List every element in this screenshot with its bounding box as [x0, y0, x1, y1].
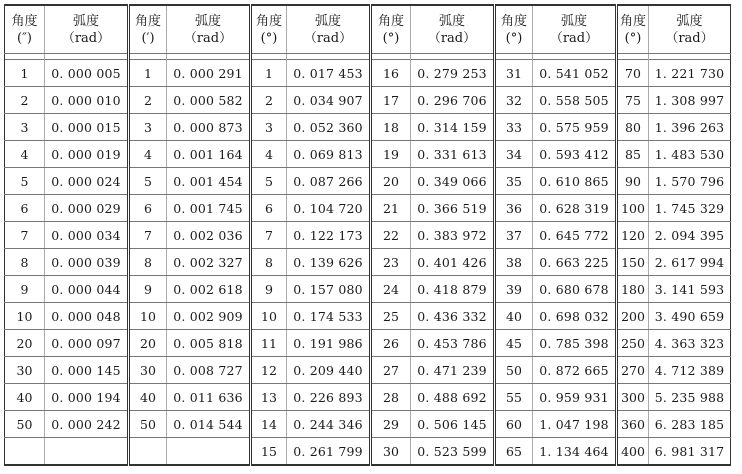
radian-cell: 0. 000 145 — [45, 357, 129, 384]
radian-cell: 6. 981 317 — [649, 438, 731, 466]
angle-cell: 250 — [617, 330, 649, 357]
radian-cell: 0. 000 010 — [45, 87, 129, 114]
angle-cell: 50 — [5, 411, 45, 438]
header-label: 角度 — [134, 13, 161, 29]
angle-cell — [129, 438, 167, 466]
radian-cell: 0. 001 745 — [167, 195, 251, 222]
angle-cell: 16 — [371, 60, 411, 87]
header-row — [5, 5, 731, 54]
angle-cell: 3 — [129, 114, 167, 141]
table-row — [5, 222, 731, 249]
angle-cell: 7 — [129, 222, 167, 249]
angle-cell: 18 — [371, 114, 411, 141]
radian-cell: 0. 575 959 — [533, 114, 617, 141]
angle-cell: 38 — [495, 249, 533, 276]
radian-cell: 0. 000 097 — [45, 330, 129, 357]
angle-cell: 10 — [129, 303, 167, 330]
radian-cell: 0. 005 818 — [167, 330, 251, 357]
angle-cell: 22 — [371, 222, 411, 249]
radian-cell: 4. 712 389 — [649, 357, 731, 384]
radian-cell: 0. 366 519 — [411, 195, 495, 222]
header-label: 角度 — [255, 13, 282, 29]
angle-cell: 12 — [251, 357, 287, 384]
angle-cell: 6 — [5, 195, 45, 222]
angle-cell: 2 — [251, 87, 287, 114]
radian-cell: 0. 645 772 — [533, 222, 617, 249]
radian-cell: 0. 104 720 — [287, 195, 371, 222]
angle-cell: 120 — [617, 222, 649, 249]
radian-column-header — [411, 5, 495, 54]
radian-cell: 0. 000 005 — [45, 60, 129, 87]
angle-cell: 21 — [371, 195, 411, 222]
radian-cell: 0. 000 024 — [45, 168, 129, 195]
radian-cell: 1. 570 796 — [649, 168, 731, 195]
table-row — [5, 141, 731, 168]
angle-cell: 5 — [129, 168, 167, 195]
radian-cell: 0. 418 879 — [411, 276, 495, 303]
angle-cell: 5 — [5, 168, 45, 195]
radian-cell: 0. 872 665 — [533, 357, 617, 384]
angle-column-header — [495, 5, 533, 54]
radian-cell: 3. 141 593 — [649, 276, 731, 303]
radian-cell: 0. 959 931 — [533, 384, 617, 411]
angle-column-header — [371, 5, 411, 54]
angle-cell: 6 — [129, 195, 167, 222]
radian-cell: 0. 279 253 — [411, 60, 495, 87]
header-unit: （rad） — [183, 30, 233, 46]
radian-column-header — [533, 5, 617, 54]
radian-cell: 0. 523 599 — [411, 438, 495, 466]
header-unit: （rad） — [549, 30, 599, 46]
angle-cell: 20 — [129, 330, 167, 357]
radian-cell: 0. 174 533 — [287, 303, 371, 330]
radian-cell: 0. 002 327 — [167, 249, 251, 276]
angle-cell: 6 — [251, 195, 287, 222]
angle-cell: 45 — [495, 330, 533, 357]
table-row — [5, 276, 731, 303]
radian-cell: 6. 283 185 — [649, 411, 731, 438]
angle-cell: 8 — [5, 249, 45, 276]
radian-column-header — [287, 5, 371, 54]
radian-cell: 0. 000 039 — [45, 249, 129, 276]
table-row — [5, 195, 731, 222]
table-row — [5, 384, 731, 411]
angle-cell: 3 — [5, 114, 45, 141]
angle-cell: 75 — [617, 87, 649, 114]
radian-cell: 0. 157 080 — [287, 276, 371, 303]
angle-cell: 31 — [495, 60, 533, 87]
radian-cell: 0. 011 636 — [167, 384, 251, 411]
angle-cell: 1 — [5, 60, 45, 87]
angle-cell: 35 — [495, 168, 533, 195]
radian-cell: 1. 396 263 — [649, 114, 731, 141]
angle-cell: 10 — [251, 303, 287, 330]
radian-cell: 1. 134 464 — [533, 438, 617, 466]
angle-cell: 40 — [5, 384, 45, 411]
radian-cell: 0. 139 626 — [287, 249, 371, 276]
radian-cell: 0. 506 145 — [411, 411, 495, 438]
angle-cell: 14 — [251, 411, 287, 438]
header-label: 角度 — [11, 13, 38, 29]
angle-cell: 50 — [495, 357, 533, 384]
header-unit: (°) — [382, 30, 400, 46]
angle-cell: 300 — [617, 384, 649, 411]
angle-cell: 4 — [129, 141, 167, 168]
radian-cell: 0. 002 618 — [167, 276, 251, 303]
radian-cell: 1. 308 997 — [649, 87, 731, 114]
angle-cell: 90 — [617, 168, 649, 195]
angle-cell: 50 — [129, 411, 167, 438]
angle-cell: 39 — [495, 276, 533, 303]
angle-cell: 9 — [251, 276, 287, 303]
angle-cell: 30 — [371, 438, 411, 466]
radian-cell: 0. 087 266 — [287, 168, 371, 195]
radian-cell: 0. 017 453 — [287, 60, 371, 87]
angle-cell: 200 — [617, 303, 649, 330]
angle-cell: 150 — [617, 249, 649, 276]
angle-cell: 15 — [251, 438, 287, 466]
radian-cell: 0. 008 727 — [167, 357, 251, 384]
angle-cell: 34 — [495, 141, 533, 168]
angle-cell: 32 — [495, 87, 533, 114]
radian-cell: 0. 002 909 — [167, 303, 251, 330]
table-row — [5, 330, 731, 357]
angle-cell: 7 — [5, 222, 45, 249]
header-unit: (°) — [505, 30, 523, 46]
header-unit: （rad） — [427, 30, 477, 46]
radian-cell: 1. 221 730 — [649, 60, 731, 87]
angle-cell: 9 — [5, 276, 45, 303]
angle-cell: 24 — [371, 276, 411, 303]
table-row — [5, 114, 731, 141]
header-unit: （rad） — [665, 30, 714, 46]
angle-cell: 100 — [617, 195, 649, 222]
header-label: 角度 — [619, 13, 646, 29]
angle-cell: 70 — [617, 60, 649, 87]
radian-cell: 0. 122 173 — [287, 222, 371, 249]
radian-cell: 0. 000 242 — [45, 411, 129, 438]
angle-cell: 26 — [371, 330, 411, 357]
radian-cell: 0. 401 426 — [411, 249, 495, 276]
angle-cell: 37 — [495, 222, 533, 249]
angle-cell: 60 — [495, 411, 533, 438]
radian-cell: 0. 000 582 — [167, 87, 251, 114]
radian-cell: 0. 296 706 — [411, 87, 495, 114]
radian-cell — [45, 438, 129, 466]
angle-cell: 11 — [251, 330, 287, 357]
angle-column-header — [5, 5, 45, 54]
radian-cell: 0. 593 412 — [533, 141, 617, 168]
radian-cell: 0. 000 048 — [45, 303, 129, 330]
angle-cell: 40 — [495, 303, 533, 330]
radian-cell — [167, 438, 251, 466]
radian-cell: 0. 785 398 — [533, 330, 617, 357]
radian-cell: 0. 680 678 — [533, 276, 617, 303]
radian-cell: 0. 001 164 — [167, 141, 251, 168]
radian-cell: 5. 235 988 — [649, 384, 731, 411]
table-row — [5, 60, 731, 87]
angle-cell: 7 — [251, 222, 287, 249]
radian-cell: 0. 314 159 — [411, 114, 495, 141]
radian-cell: 0. 000 194 — [45, 384, 129, 411]
radian-cell: 0. 558 505 — [533, 87, 617, 114]
radian-cell: 0. 000 034 — [45, 222, 129, 249]
radian-cell: 0. 052 360 — [287, 114, 371, 141]
table-row — [5, 357, 731, 384]
angle-cell: 20 — [371, 168, 411, 195]
header-unit: （rad） — [303, 30, 353, 46]
radian-cell: 0. 453 786 — [411, 330, 495, 357]
radian-cell: 0. 034 907 — [287, 87, 371, 114]
angle-cell: 65 — [495, 438, 533, 466]
radian-cell: 2. 617 994 — [649, 249, 731, 276]
radian-cell: 0. 069 813 — [287, 141, 371, 168]
radian-cell: 0. 383 972 — [411, 222, 495, 249]
radian-cell: 2. 094 395 — [649, 222, 731, 249]
angle-cell: 27 — [371, 357, 411, 384]
angle-cell: 85 — [617, 141, 649, 168]
header-label: 弧度 — [676, 13, 703, 29]
angle-cell: 2 — [5, 87, 45, 114]
angle-cell: 17 — [371, 87, 411, 114]
angle-cell: 1 — [251, 60, 287, 87]
angle-cell: 30 — [5, 357, 45, 384]
angle-cell: 5 — [251, 168, 287, 195]
angle-cell: 180 — [617, 276, 649, 303]
header-unit: (″) — [17, 30, 32, 46]
angle-cell: 1 — [129, 60, 167, 87]
radian-cell: 0. 541 052 — [533, 60, 617, 87]
angle-column-header — [251, 5, 287, 54]
table-row — [5, 411, 731, 438]
angle-cell: 270 — [617, 357, 649, 384]
angle-cell: 10 — [5, 303, 45, 330]
angle-cell: 9 — [129, 276, 167, 303]
radian-cell: 0. 488 692 — [411, 384, 495, 411]
radian-cell: 0. 001 454 — [167, 168, 251, 195]
header-label: 弧度 — [72, 13, 99, 29]
angle-cell: 25 — [371, 303, 411, 330]
radian-cell: 1. 483 530 — [649, 141, 731, 168]
radian-cell: 0. 002 036 — [167, 222, 251, 249]
radian-cell: 0. 610 865 — [533, 168, 617, 195]
angle-column-header — [129, 5, 167, 54]
radian-cell: 0. 349 066 — [411, 168, 495, 195]
table-row — [5, 87, 731, 114]
radian-cell: 0. 000 019 — [45, 141, 129, 168]
angle-cell: 8 — [129, 249, 167, 276]
angle-cell: 28 — [371, 384, 411, 411]
radian-cell: 0. 000 029 — [45, 195, 129, 222]
radian-cell: 0. 436 332 — [411, 303, 495, 330]
radian-cell: 0. 226 893 — [287, 384, 371, 411]
angle-cell: 29 — [371, 411, 411, 438]
angle-cell: 2 — [129, 87, 167, 114]
header-label: 角度 — [500, 13, 527, 29]
angle-cell: 8 — [251, 249, 287, 276]
radian-cell: 0. 000 015 — [45, 114, 129, 141]
radian-cell: 0. 628 319 — [533, 195, 617, 222]
angle-cell: 13 — [251, 384, 287, 411]
angle-cell — [5, 438, 45, 466]
radian-cell: 1. 047 198 — [533, 411, 617, 438]
radian-cell: 0. 244 346 — [287, 411, 371, 438]
radian-cell: 3. 490 659 — [649, 303, 731, 330]
radian-cell: 0. 663 225 — [533, 249, 617, 276]
radian-cell: 0. 261 799 — [287, 438, 371, 466]
angle-cell: 400 — [617, 438, 649, 466]
radian-cell: 0. 000 291 — [167, 60, 251, 87]
radian-cell: 0. 191 986 — [287, 330, 371, 357]
radian-cell: 0. 471 239 — [411, 357, 495, 384]
radian-cell: 0. 331 613 — [411, 141, 495, 168]
angle-cell: 40 — [129, 384, 167, 411]
angle-cell: 20 — [5, 330, 45, 357]
angle-cell: 33 — [495, 114, 533, 141]
radian-cell: 4. 363 323 — [649, 330, 731, 357]
header-unit: (′) — [141, 30, 155, 46]
header-label: 弧度 — [560, 13, 587, 29]
table-row — [5, 249, 731, 276]
angle-cell: 4 — [5, 141, 45, 168]
radian-column-header — [167, 5, 251, 54]
angle-cell: 55 — [495, 384, 533, 411]
header-label: 弧度 — [438, 13, 465, 29]
table-row — [5, 168, 731, 195]
header-unit: (°) — [260, 30, 278, 46]
table-row — [5, 303, 731, 330]
angle-cell: 80 — [617, 114, 649, 141]
radian-cell: 1. 745 329 — [649, 195, 731, 222]
header-unit: （rad） — [61, 30, 111, 46]
table-row — [5, 438, 731, 466]
header-unit: (°) — [624, 30, 642, 46]
angle-column-header — [617, 5, 649, 54]
angle-cell: 360 — [617, 411, 649, 438]
angle-cell: 3 — [251, 114, 287, 141]
angle-cell: 30 — [129, 357, 167, 384]
angle-cell: 19 — [371, 141, 411, 168]
header-label: 弧度 — [314, 13, 341, 29]
radian-column-header — [45, 5, 129, 54]
angle-cell: 23 — [371, 249, 411, 276]
radian-cell: 0. 000 873 — [167, 114, 251, 141]
radian-cell: 0. 014 544 — [167, 411, 251, 438]
header-label: 弧度 — [194, 13, 221, 29]
radian-cell: 0. 209 440 — [287, 357, 371, 384]
radian-cell: 0. 698 032 — [533, 303, 617, 330]
radian-column-header — [649, 5, 731, 54]
radian-cell: 0. 000 044 — [45, 276, 129, 303]
header-label: 角度 — [377, 13, 404, 29]
angle-cell: 4 — [251, 141, 287, 168]
angle-cell: 36 — [495, 195, 533, 222]
angle-radian-conversion-table — [4, 4, 731, 466]
